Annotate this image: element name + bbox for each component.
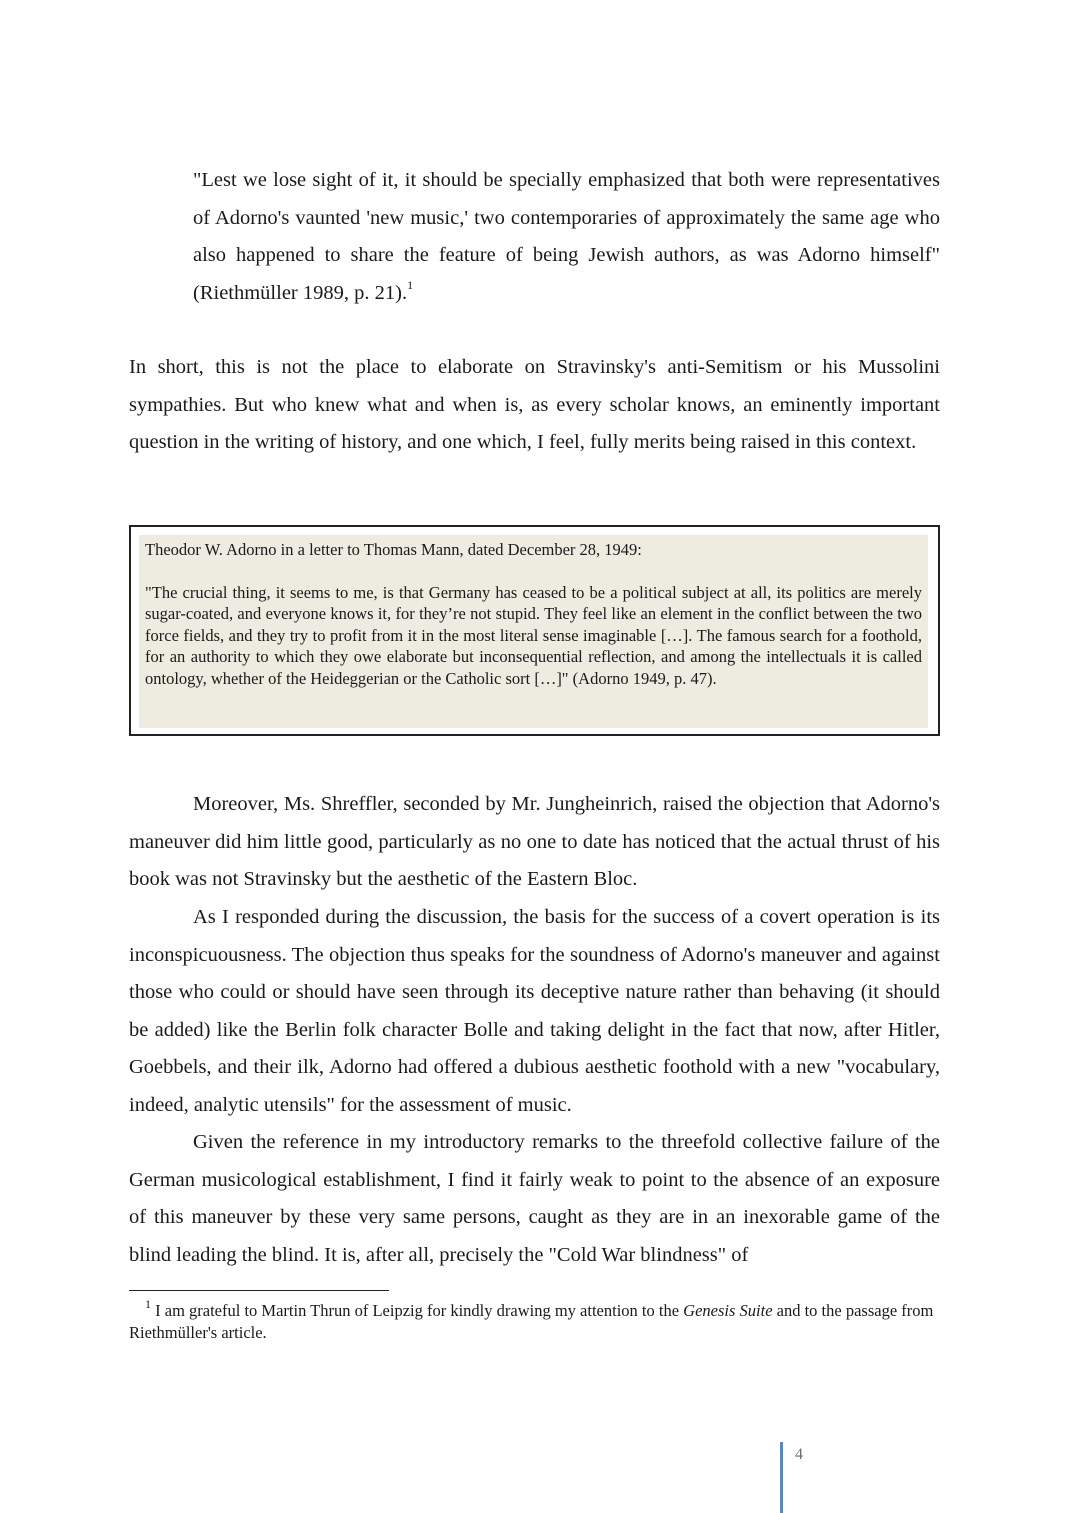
paragraph-2: Moreover, Ms. Shreffler, seconded by Mr. Jungheinrich, raised the objection that Adorno's maneuver did him little good, particularly as no one to date has noticed that the actual thrust of his book was not Stravinsky but the aesthetic of the Eastern Bloc. xyxy=(129,793,940,890)
letter-excerpt-box xyxy=(129,525,940,736)
letter-excerpt-heading: Theodor W. Adorno in a letter to Thomas Mann, dated December 28, 1949: xyxy=(145,540,642,559)
page-number: 4 xyxy=(795,1446,803,1463)
footnote-text-after: and to the passage from Riethmüller's article. xyxy=(129,1301,934,1342)
paragraph-1: In short, this is not the place to elaborate on Stravinsky's anti-Semitism or his Mussolini sympathies. But who knew what and when is, as every scholar knows, an eminently important question in the writing of history, and one which, I feel, fully merits being raised in this context. xyxy=(129,356,940,453)
letter-excerpt-text: "The crucial thing, it seems to me, is that Germany has ceased to be a political subject at all, its politics are merely sugar-coated, and everyone knows it, for they’re not stupid. They feel like an element in the conflict between the two force fields, and they try to profit from it in the most literal sense imaginable […]. The famous search for a foothold, for an authority to which they owe elaborate but inconsequential reflection, and among the intellectuals it is called ontology, whether of the Heideggerian or the Catholic sort […]" (Adorno 1949, p. 47). xyxy=(145,582,922,688)
footnote xyxy=(129,1296,940,1344)
footnote-reference[interactable]: 1 xyxy=(407,277,414,292)
footnote-italic-title: Genesis Suite xyxy=(683,1301,773,1320)
paragraph-4: Given the reference in my introductory remarks to the threefold collective failure of the German musicological establishment, I find it fairly weak to point to the absence of an exposure of this maneuver by these very same persons, caught as they are in an inexorable game of the blind leading the blind. It is, after all, precisely the "Cold War blindness" of xyxy=(129,1131,940,1266)
block-quote-text: "Lest we lose sight of it, it should be specially emphasized that both were representatives of Adorno's vaunted 'new music,' two contemporaries of approximately the same age who also happened to share the feature of being Jewish authors, as was Adorno himself" (Riethmüller 1989, p. 21). xyxy=(193,169,940,304)
page-number-bar xyxy=(780,1442,783,1513)
footnote-separator xyxy=(129,1290,389,1291)
footnote-text-before: I am grateful to Martin Thrun of Leipzig for kindly drawing my attention to the xyxy=(155,1301,684,1320)
footnote-number: 1 xyxy=(145,1296,151,1311)
letter-excerpt-shading xyxy=(139,535,928,728)
block-quote xyxy=(193,162,940,312)
paragraph-3: As I responded during the discussion, the basis for the success of a covert operation is its inconspicuousness. The objection thus speaks for the soundness of Adorno's maneuver and against those who could or should have seen through its deceptive nature rather than behaving (it should be added) like the Berlin folk character Bolle and taking delight in the fact that now, after Hitler, Goebbels, and their ilk, Adorno had offered a dubious aesthetic foothold with a new "vocabulary, indeed, analytic utensils" for the assessment of music. xyxy=(129,906,940,1116)
